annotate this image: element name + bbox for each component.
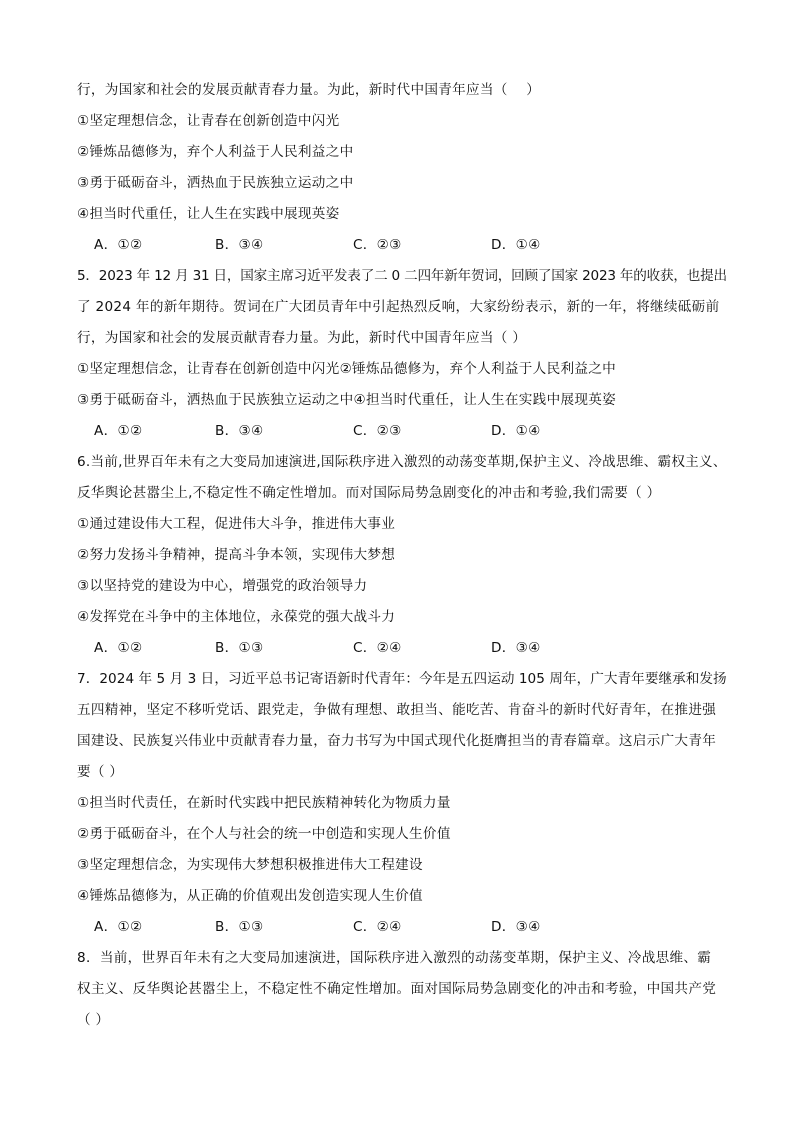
- question-text-line: 要（ ）: [77, 764, 124, 780]
- answer-options: [77, 419, 727, 450]
- question-text-line: 权主义、反华舆论甚嚣尘上，不稳定性不确定性增加。面对国际局势急剧变化的冲击和考验，中国共产党: [77, 981, 717, 997]
- question-text-line: 6.当前,世界百年未有之大变局加速演进,国际秩序进入激烈的动荡变革期,保护主义、冷战思维、霸权主义、: [77, 454, 727, 470]
- option-a: A．①②: [94, 640, 143, 656]
- question-4-continuation: [77, 78, 727, 264]
- option-c: C．②③: [353, 423, 402, 439]
- question-text-line: 7．2024 年 5 月 3 日，习近平总书记寄语新时代青年：今年是五四运动 105 周年，广大青年要继承和发扬: [77, 671, 727, 687]
- question-text-line: 5．2023 年 12 月 31 日，国家主席习近平发表了二 0 二四年新年贺词，回顾了国家 2023 年的收获，也提出: [77, 268, 727, 284]
- exam-page: [77, 78, 727, 1039]
- question-6: [77, 450, 727, 667]
- statement-3: ③以坚持党的建设为中心，增强党的政治领导力: [77, 578, 368, 594]
- option-b: B．③④: [215, 423, 264, 439]
- answer-options: [77, 233, 727, 264]
- statement-4: ④锤炼品德修为，从正确的价值观出发创造实现人生价值: [77, 888, 423, 904]
- question-text-line: 了 2024 年的新年期待。贺词在广大团员青年中引起热烈反响，大家纷纷表示，新的一年，将继续砥砺前: [77, 299, 720, 315]
- option-a: A．①②: [94, 423, 143, 439]
- question-text-line: 国建设、民族复兴伟业中贡献青春力量，奋力书写为中国式现代化挺膺担当的青春篇章。这启示广大青年: [77, 733, 717, 749]
- statement-2: ②锤炼品德修为，弃个人利益于人民利益之中: [77, 144, 354, 160]
- statements-3-4: ③勇于砥砺奋斗，洒热血于民族独立运动之中④担当时代重任，让人生在实践中展现英姿: [77, 392, 617, 408]
- option-b: B．①③: [215, 640, 264, 656]
- option-c: C．②④: [353, 640, 402, 656]
- answer-blank: （ ）: [77, 1012, 110, 1028]
- question-text-line: 行，为国家和社会的发展贡献青春力量。为此，新时代中国青年应当（ ）: [77, 82, 541, 98]
- question-5: [77, 264, 727, 450]
- option-b: B．①③: [215, 919, 264, 935]
- option-c: C．②③: [353, 237, 402, 253]
- statement-1: ①担当时代责任，在新时代实践中把民族精神转化为物质力量: [77, 795, 451, 811]
- option-a: A．①②: [94, 237, 143, 253]
- statement-4: ④发挥党在斗争中的主体地位，永葆党的强大战斗力: [77, 609, 396, 625]
- question-text-line: 反华舆论甚嚣尘上,不稳定性不确定性增加。而对国际局势急剧变化的冲击和考验,我们需要（ ）: [77, 485, 661, 501]
- option-d: D．①④: [491, 237, 541, 253]
- option-b: B．③④: [215, 237, 264, 253]
- answer-options: [77, 636, 727, 667]
- question-7: [77, 667, 727, 946]
- statement-2: ②勇于砥砺奋斗，在个人与社会的统一中创造和实现人生价值: [77, 826, 451, 842]
- statement-1: ①坚定理想信念，让青春在创新创造中闪光: [77, 113, 340, 129]
- option-d: D．①④: [491, 423, 541, 439]
- option-d: D．③④: [491, 640, 541, 656]
- statement-4: ④担当时代重任，让人生在实践中展现英姿: [77, 206, 340, 222]
- statement-3: ③坚定理想信念，为实现伟大梦想积极推进伟大工程建设: [77, 857, 423, 873]
- answer-options: [77, 915, 727, 946]
- question-text-line: 8．当前，世界百年未有之大变局加速演进，国际秩序进入激烈的动荡变革期，保护主义、冷战思维、霸: [77, 950, 712, 966]
- question-text-line: 五四精神，坚定不移听党话、跟党走，争做有理想、敢担当、能吃苦、肯奋斗的新时代好青年，在推进强: [77, 702, 717, 718]
- question-text-line: 行，为国家和社会的发展贡献青春力量。为此，新时代中国青年应当（ ）: [77, 330, 527, 346]
- option-d: D．③④: [491, 919, 541, 935]
- option-a: A．①②: [94, 919, 143, 935]
- statement-1: ①通过建设伟大工程，促进伟大斗争，推进伟大事业: [77, 516, 396, 532]
- statement-2: ②努力发扬斗争精神，提高斗争本领，实现伟大梦想: [77, 547, 396, 563]
- statement-3: ③勇于砥砺奋斗，洒热血于民族独立运动之中: [77, 175, 354, 191]
- question-8: [77, 946, 727, 1039]
- option-c: C．②④: [353, 919, 402, 935]
- statements-1-2: ①坚定理想信念，让青春在创新创造中闪光②锤炼品德修为，弃个人利益于人民利益之中: [77, 361, 617, 377]
